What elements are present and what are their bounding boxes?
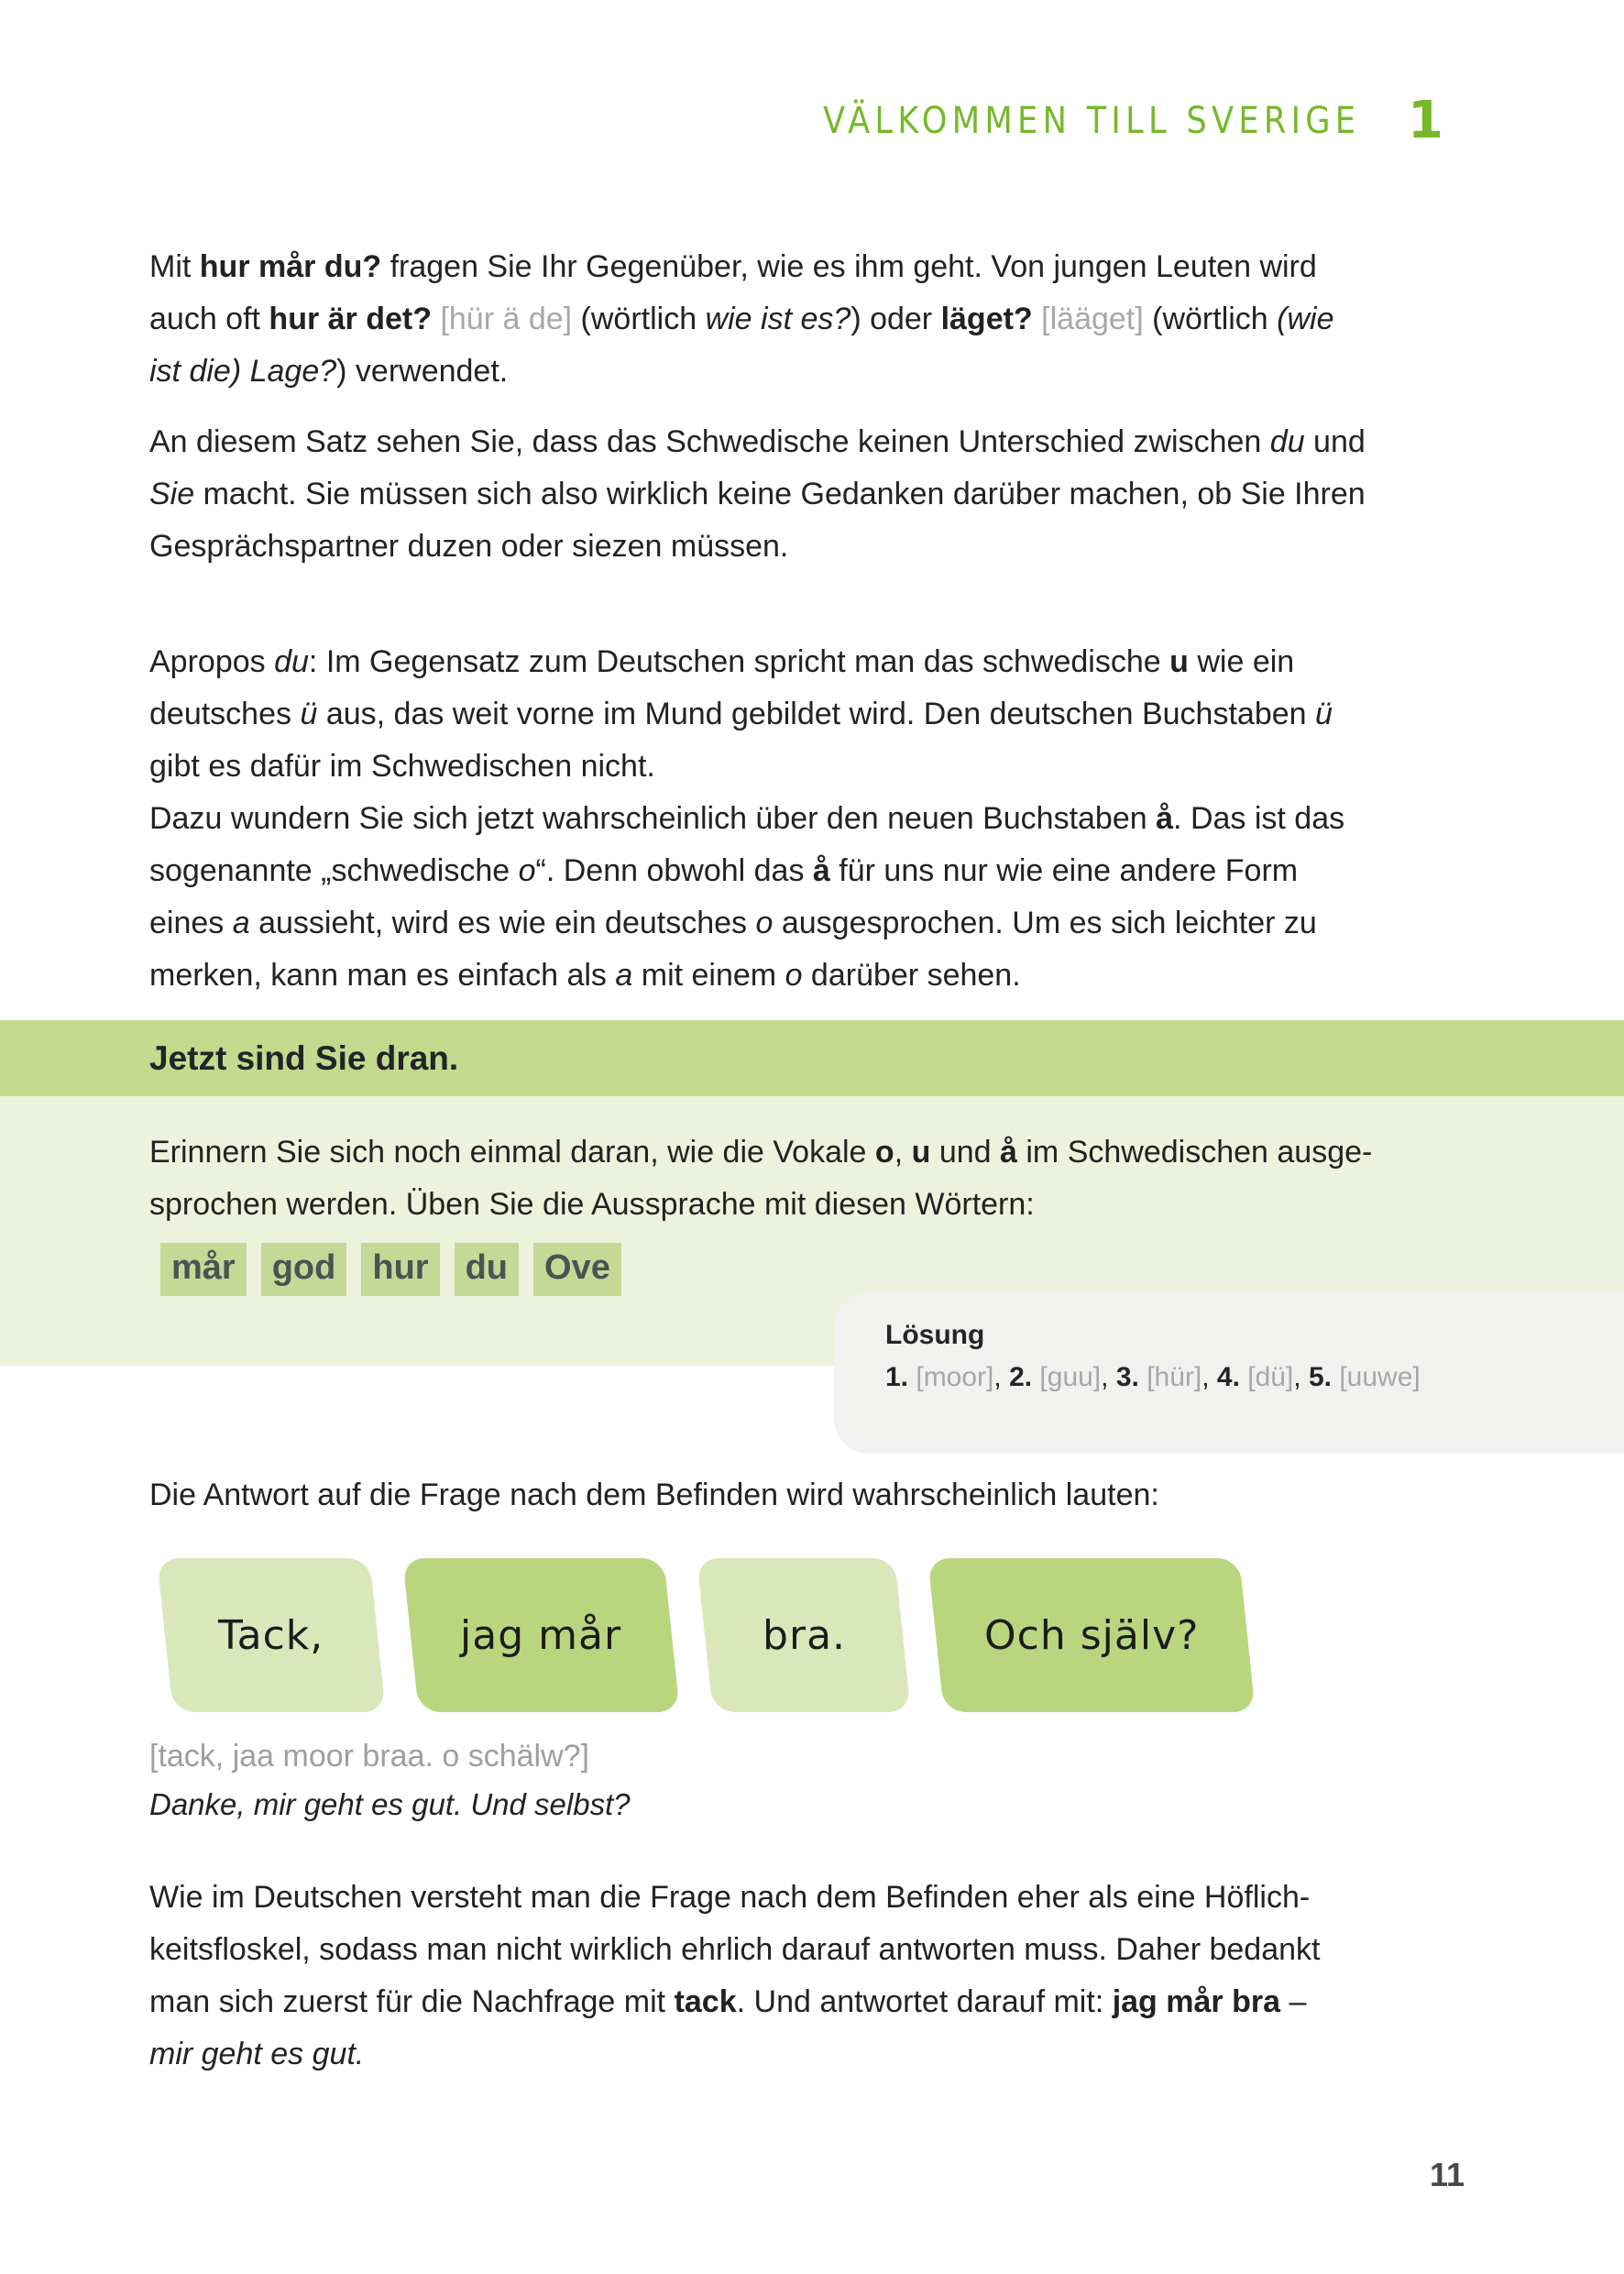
text-line: An diesem Satz sehen Sie, dass das Schwedische keinen Unterschied zwischen du und (149, 424, 1366, 459)
practice-word-chip: mår (160, 1243, 247, 1296)
translation-line: Danke, mir geht es gut. Und selbst? (149, 1787, 631, 1821)
paragraph-apropos-du (149, 636, 1487, 793)
solution-box (834, 1292, 1624, 1454)
solution-item: 3. [hür] (1115, 1362, 1202, 1392)
answer-tile-label: bra. (762, 1611, 846, 1659)
text-line: man sich zuerst für die Nachfrage mit tack. Und antwortet darauf mit: jag mår bra – (149, 1984, 1307, 2019)
answer-tile (927, 1558, 1256, 1712)
text-line: Erinnern Sie sich noch einmal daran, wie die Vokale o, u und å im Schwedischen ausge- (149, 1135, 1373, 1170)
practice-word-chip: hur (361, 1243, 439, 1296)
answer-tile-label: Tack, (218, 1611, 324, 1659)
paragraph-hoeflichkeitsfloskel (149, 1872, 1487, 2081)
text-line: auch oft hur är det? [hür ä de] (wörtlich wie ist es?) oder läget? [lääget] (wörtlich (wie (149, 302, 1334, 336)
solution-item: 1. [moor] (885, 1362, 994, 1392)
text-line: Mit hur mår du? fragen Sie Ihr Gegenüber, wie es ihm geht. Von jungen Leuten wird (149, 249, 1317, 284)
answer-tile (697, 1558, 911, 1712)
answer-tile (157, 1558, 386, 1712)
solution-items: 1. [moor], 2. [guu], 3. [hür], 4. [dü], 5. [uuwe] (885, 1362, 1421, 1392)
page-number: 11 (1430, 2156, 1465, 2193)
task-banner-title: Jetzt sind Sie dran. (149, 1038, 459, 1077)
practice-word-chip: Ove (533, 1243, 621, 1296)
chapter-number: 1 (1408, 91, 1443, 150)
answer-tile-label: Och själv? (983, 1611, 1200, 1659)
text-line: merken, kann man es einfach als a mit einem o darüber sehen. (149, 958, 1021, 993)
text-line: Apropos du: Im Gegensatz zum Deutschen spricht man das schwedische u wie ein (149, 644, 1295, 679)
text-line: deutsches ü aus, das weit vorne im Mund gebildet wird. Den deutschen Buchstaben ü (149, 697, 1333, 731)
practice-word-chip: du (455, 1243, 519, 1296)
paragraph-du-sie (149, 416, 1487, 573)
practice-word-chip: god (261, 1243, 347, 1296)
phonetic-line: [tack, jaa moor braa. o schälw?] (149, 1739, 590, 1774)
answer-tile (402, 1558, 680, 1712)
paragraph-buchstabe-a (149, 793, 1487, 1002)
answer-tile-row (165, 1558, 1247, 1712)
text-line: Wie im Deutschen versteht man die Frage nach dem Befinden eher als eine Höflich- (149, 1880, 1311, 1915)
text-line: Sie macht. Sie müssen sich also wirklich keine Gedanken darüber machen, ob Sie Ihren (149, 477, 1366, 511)
answer-tile-label: jag mår (460, 1611, 622, 1659)
chapter-header (750, 92, 1443, 150)
text-line: sogenannte „schwedische o“. Denn obwohl das å für uns nur wie eine andere Form (149, 853, 1299, 888)
exercise-intro (149, 1126, 1487, 1231)
paragraph-hur-mar-du (149, 241, 1487, 398)
text-line: eines a aussieht, wird es wie ein deutsches o ausgesprochen. Um es sich leichter zu (149, 906, 1317, 940)
chapter-title: VÄLKOMMEN TILL SVERIGE (822, 100, 1361, 142)
answer-intro: Die Antwort auf die Frage nach dem Befinden wird wahrscheinlich lauten: (149, 1478, 1159, 1512)
text-line: ist die) Lage?) verwendet. (149, 354, 509, 389)
text-line: Dazu wundern Sie sich jetzt wahrscheinlich über den neuen Buchstaben å. Das ist das (149, 801, 1345, 836)
solution-title: Lösung (885, 1320, 985, 1350)
text-line: keitsfloskel, sodass man nicht wirklich ehrlich darauf antworten muss. Daher bedankt (149, 1932, 1321, 1967)
text-line: mir geht es gut. (149, 2037, 365, 2071)
text-line: Gesprächspartner duzen oder siezen müssen. (149, 529, 789, 564)
solution-item: 5. [uuwe] (1308, 1362, 1421, 1392)
text-line: gibt es dafür im Schwedischen nicht. (149, 749, 655, 784)
solution-item: 2. [guu] (1009, 1362, 1102, 1392)
solution-item: 4. [dü] (1216, 1362, 1294, 1392)
text-line: sprochen werden. Üben Sie die Aussprache mit diesen Wörtern: (149, 1187, 1035, 1222)
task-banner (0, 1020, 1624, 1096)
practice-word-row (160, 1243, 621, 1296)
